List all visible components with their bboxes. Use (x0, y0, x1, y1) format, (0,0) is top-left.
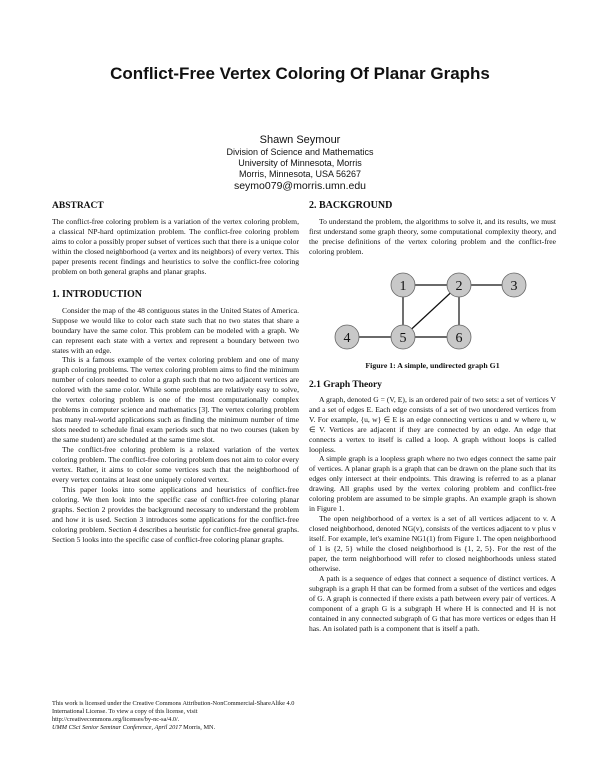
author-block (0, 134, 600, 192)
author-email[interactable]: seymo079@morris.umn.edu (233, 180, 367, 192)
graph-theory-paragraph-1: A graph, denoted G = (V, E), is an ordered pair of two sets: a set of vertices V and a set of edges E. Each edge consists of a set of two unordered vertices from V. For example, {u, w} ∈ E is an edge connecting vertices u and w where u, w ∈ V. Vertices are adjacent if they are connected by an edge. An edge that connects a vertex to itself is called a loop. A graph without loops is called loopless. (309, 394, 556, 454)
graph-node-label: 6 (455, 330, 462, 346)
right-column (309, 200, 556, 634)
intro-paragraph-2: This is a famous example of the vertex coloring problem and one of many graph coloring problems. The vertex coloring problem aims to find the minimum number of colors needed to color a graph such that no two adjacent vertices are colored with the same color. While some problems are relatively easy to solve, the vertex coloring problem is one of the most computationally complex problems in computer science and mathematics [3]. The vertex coloring problem has many real-world applications such as finding the minimum number of time slots needed to schedule final exam periods such that no two courses (taken by the same student) are scheduled at the same time slot. (52, 355, 299, 445)
graph-node-label: 1 (399, 278, 406, 294)
graph-node-3 (502, 273, 526, 297)
paper-title: Conflict-Free Vertex Coloring Of Planar Graphs (110, 64, 490, 83)
intro-paragraph-3: The conflict-free coloring problem is a relaxed variation of the vertex coloring problem. The conflict-free coloring problem does not aim to color every vertex. Rather, it aims to color some vertices such that the neighborhood of every vertex contains at least one uniquely colored vertex. (52, 445, 299, 484)
abstract-heading: ABSTRACT (52, 201, 104, 211)
graph-theory-paragraph-4: A path is a sequence of edges that connect a sequence of distinct vertices. A subgraph is a graph H that can be formed from a subset of the vertices and edges of G. A graph is connected if there exists a path between every pair of vertices. A component of a graph G is a subgraph H where H is connected and H is not contained in any connected subgraph of G that has more vertices or edges than H has. An isolated path is a component that is itself a path. (309, 573, 556, 633)
graph-theory-paragraph-2: A simple graph is a loopless graph where no two edges connect the same pair of vertices. A planar graph is a graph that can be drawn on the plane such that its edges only intersect at their endpoints. This drawing is referred to as a planar drawing. All graphs used by the vertex coloring problem and conflict-free coloring problem are assumed to be simple graphs. An example graph is shown in Figure 1. (309, 454, 556, 514)
license-footer (52, 700, 299, 732)
graph-theory-heading: 2.1 Graph Theory (309, 379, 382, 390)
intro-paragraph-1: Consider the map of the 48 contiguous states in the United States of America. Suppose we would like to color each state such that no two states that share a boundary have the same color. This problem can be modeled with a graph. We can represent each state with a vertex and represent a boundary between two states with an edge. (52, 305, 299, 355)
background-heading: 2. BACKGROUND (309, 200, 393, 211)
graph-theory-paragraph-3: The open neighborhood of a vertex is a set of all vertices adjacent to v. A closed neighborhood, denoted NG(v), consists of the vertices adjacent to v plus v itself. For example, let's examine NG1(1) from Figure 1. The open neighborhood of 1 is {2, 5} while the closed neighborhood is {1, 2, 5}. For the rest of the paper, the term neighborhood will refer to closed neighborhoods unless stated otherwise. (309, 514, 556, 573)
figure-1-graph (333, 267, 533, 357)
graph-node-label: 4 (343, 330, 350, 346)
figure-1-caption: Figure 1: A simple, undirected graph G1 (365, 360, 500, 370)
introduction-heading: 1. INTRODUCTION (52, 288, 143, 300)
left-column (52, 200, 299, 545)
graph-node-label: 2 (455, 278, 462, 294)
background-paragraph-1: To understand the problem, the algorithms to solve it, and its results, we must first understand some graph theory, some computational complexity theory, and the precise definitions of the vertex coloring problem and the conflict-free coloring problem. (309, 217, 556, 256)
abstract-text: The conflict-free coloring problem is a variation of the vertex coloring problem, a classical NP-hard optimization problem. The conflict-free coloring problem aims to color a possibly proper subset of vertices such that there is a unique color within the closed neighborhood (a vertex and its neighbors) of every vertex. This paper presents recent findings and heuristics to solve the conflict-free coloring problem on both general graphs and planar graphs. (52, 217, 299, 276)
conference-venue: UMM CSci Senior Seminar Conference, April 2017 (52, 724, 182, 731)
conference-location: Morris, MN. (181, 724, 216, 731)
graph-node-1 (391, 273, 415, 297)
graph-node-6 (447, 325, 471, 349)
graph-node-4 (335, 325, 359, 349)
graph-node-label: 5 (399, 330, 406, 346)
author-university: University of Minnesota, Morris (238, 158, 362, 168)
graph-node-2 (447, 273, 471, 297)
author-name: Shawn Seymour (259, 134, 341, 146)
graph-node-5 (391, 325, 415, 349)
license-text: This work is licensed under the Creative Commons Attribution-NonCommercial-ShareAlike 4.0 International License. To view a copy of this license, visit http://creativecommons.org/licenses/by-nc-sa/4.0/. (52, 700, 295, 723)
author-division: Division of Science and Mathematics (226, 147, 374, 157)
author-address: Morris, Minnesota, USA 56267 (238, 169, 362, 179)
intro-paragraph-4: This paper looks into some applications and heuristics of conflict-free coloring. We then look into the specific case of conflict-free coloring planar graphs. Section 2 provides the background necessary to understand the problem and how it is used. Section 3 introduces some applications for the conflict-free coloring problem. Section 4 describes a heuristic for conflict-free general graphs. Section 5 looks into the specific case of conflict-free coloring planar graphs. (52, 484, 299, 544)
graph-node-label: 3 (510, 278, 517, 294)
